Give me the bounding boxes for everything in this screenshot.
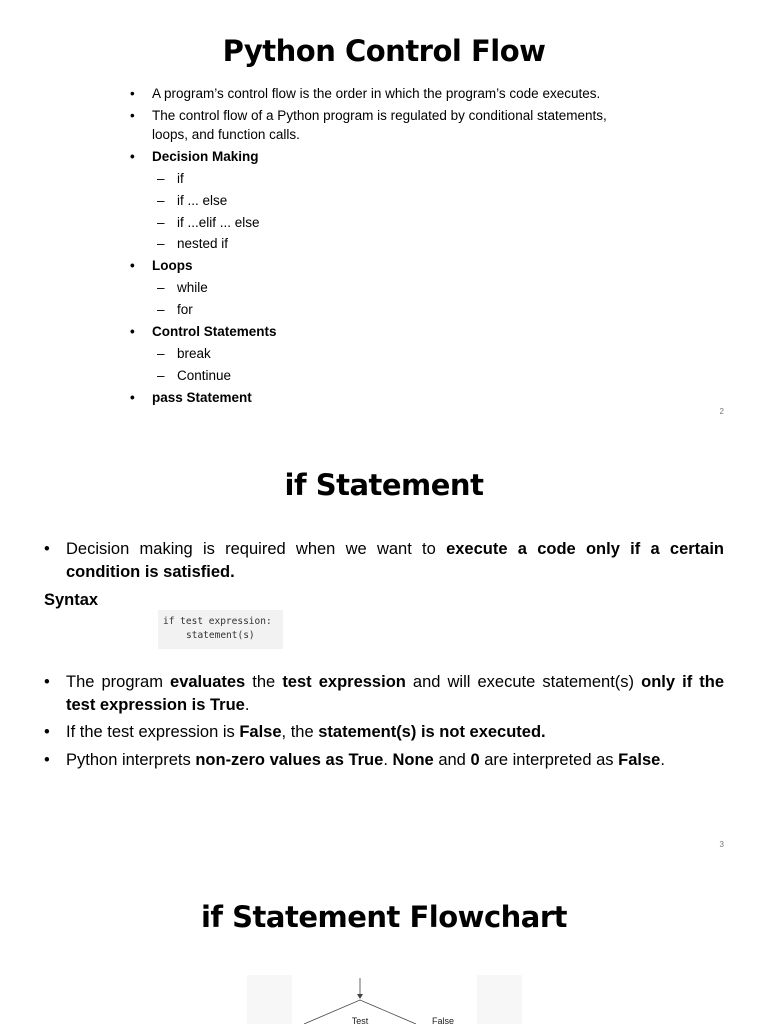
slide1-title: Python Control Flow	[222, 34, 546, 68]
slide1-pass-heading: • pass Statement	[130, 390, 252, 405]
flow-test-label: Test	[351, 1016, 369, 1024]
slide2-title: if Statement	[284, 468, 484, 502]
sub-item-continue: – Continue	[157, 368, 232, 383]
sub-item-if: – if	[157, 171, 184, 186]
sub-item-for: – for	[157, 302, 193, 317]
syntax-label: Syntax	[44, 591, 99, 609]
slide1-decision-heading: • Decision Making	[130, 149, 259, 164]
slide1-loops-heading: • Loops	[130, 258, 193, 273]
code-line-2: statement(s)	[186, 630, 255, 641]
code-block	[158, 610, 283, 649]
sub-item-if-else: – if ... else	[157, 193, 228, 208]
slide2-bullet-3: • If the test expression is False, the statement(s) is not executed.	[44, 723, 546, 741]
slide2-bullet-4: • Python interprets non-zero values as True. None and 0 are interpreted as False.	[44, 751, 665, 769]
flowchart-image	[247, 975, 522, 1024]
page-number: 3	[719, 840, 724, 849]
flowchart-diagram	[292, 975, 477, 1024]
slide1-bullet-1: • A program’s control flow is the order in which the program’s code executes.	[130, 86, 601, 101]
slide1-control-heading: • Control Statements	[130, 324, 277, 339]
code-line-1: if test expression:	[163, 616, 272, 627]
flow-arrowhead	[357, 994, 363, 999]
sub-item-nested-if: – nested if	[157, 236, 229, 251]
sub-item-while: – while	[157, 280, 208, 295]
slide2-bullet-1: • Decision making is required when we want to execute a code only if a certain condition is satisfied.	[44, 540, 725, 581]
slide1-bullet-2: • The control flow of a Python program is regulated by conditional statements, loops, and function calls.	[130, 108, 607, 142]
flow-false-label: False	[432, 1016, 455, 1024]
sub-item-break: – break	[157, 346, 211, 361]
slide2-bullet-2: • The program evaluates the test expression and will execute statement(s) only if the test expression is True.	[44, 673, 725, 714]
page-number: 2	[719, 407, 724, 416]
slide3-title: if Statement Flowchart	[200, 900, 568, 934]
sub-item-if-elif-else: – if ...elif ... else	[157, 215, 260, 230]
